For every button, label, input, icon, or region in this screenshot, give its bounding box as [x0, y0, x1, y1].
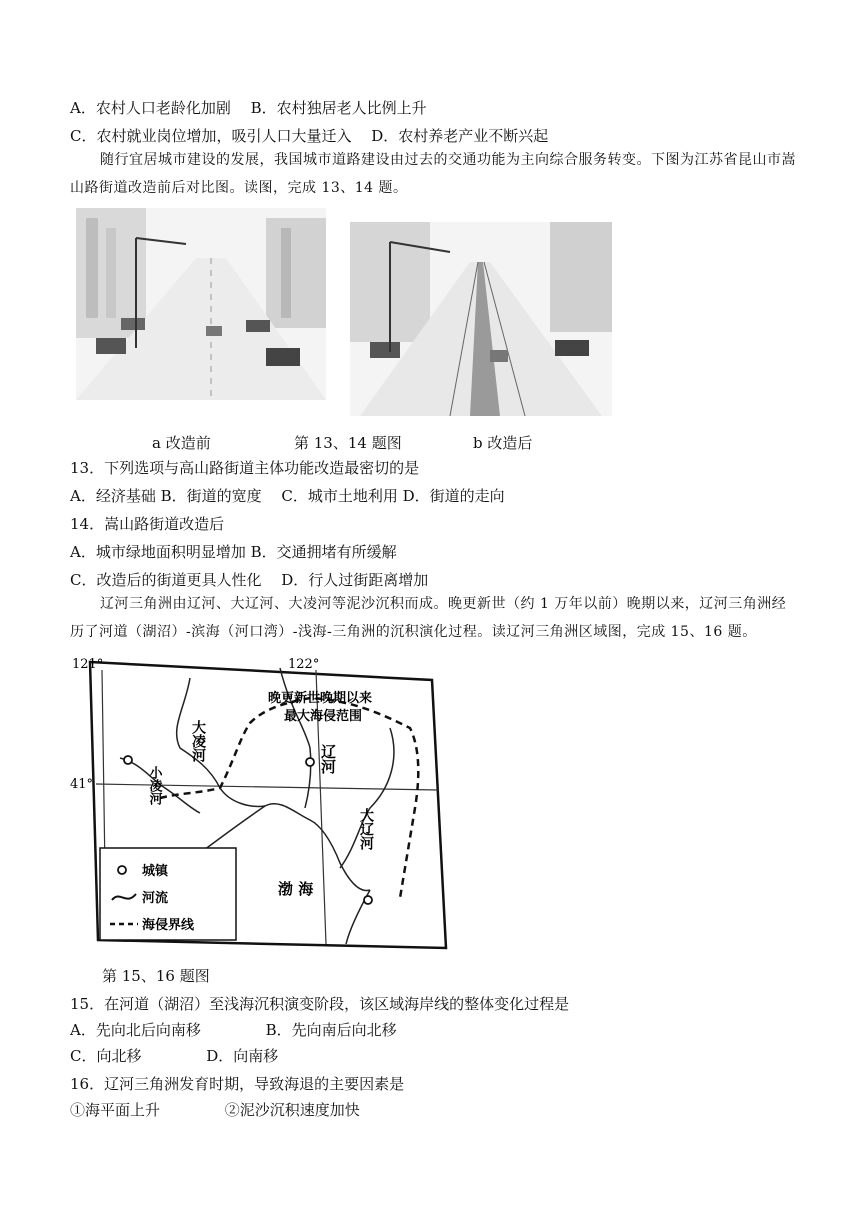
- intro-13-14: 随行宜居城市建设的发展，我国城市道路建设由过去的交通功能为主向综合服务转变。下图为江苏省昆山市嵩山路街道改造前后对比图。读图，完成 13、14 题。: [70, 152, 796, 196]
- street-before-photo: [76, 208, 326, 400]
- liaohe-delta-map: [70, 648, 460, 954]
- legend-town-label: 城镇: [142, 864, 169, 879]
- town-marker-2: [306, 758, 314, 766]
- q12-options-line-2: C．农村就业岗位增加，吸引人口大量迁入 D．农村养老产业不断兴起: [70, 127, 549, 145]
- q12-options-line-1: A．农村人口老龄化加剧 B．农村独居老人比例上升: [70, 99, 427, 117]
- q14-options-line-1: A．城市绿地面积明显增加 B．交通拥堵有所缓解: [70, 543, 397, 561]
- q15-options-line-2: C．向北移 D．向南移: [70, 1047, 279, 1065]
- q14-stem: 14．嵩山路街道改造后: [70, 515, 225, 533]
- label-boundary-1: 晚更新世晚期以来: [268, 691, 373, 706]
- q13-stem: 13．下列选项与高山路街道主体功能改造最密切的是: [70, 459, 420, 477]
- label-daling: 大凌河: [190, 720, 206, 762]
- q16-stem: 16．辽河三角洲发育时期，导致海退的主要因素是: [70, 1075, 405, 1093]
- figure-caption-b: b 改造后: [473, 434, 533, 452]
- legend-river-label: 河流: [142, 891, 169, 906]
- label-liao: 辽河: [319, 744, 337, 774]
- label-lat-41: 41°: [70, 777, 94, 792]
- label-lon-122: 122°: [288, 657, 320, 672]
- figure-caption-a: a 改造前: [152, 434, 211, 452]
- town-marker-3: [364, 896, 372, 904]
- label-boundary-2: 最大海侵范围: [284, 709, 363, 724]
- q16-items: ①海平面上升 ②泥沙沉积速度加快: [70, 1101, 360, 1119]
- legend-boundary-label: 海侵界线: [142, 918, 195, 933]
- label-lon-121: 121°: [72, 657, 104, 672]
- street-before-illustration: [76, 208, 326, 400]
- street-after-photo: [350, 222, 612, 416]
- q15-options-line-1: A．先向北后向南移 B．先向南后向北移: [70, 1021, 397, 1039]
- map-caption: 第 15、16 题图: [102, 967, 210, 985]
- label-daliao: 大辽河: [358, 808, 374, 850]
- figure-caption-title: 第 13、14 题图: [294, 434, 402, 452]
- q15-stem: 15．在河道（湖沼）至浅海沉积演变阶段，该区域海岸线的整体变化过程是: [70, 995, 570, 1013]
- intro-15-16: 辽河三角洲由辽河、大辽河、大凌河等泥沙沉积而成。晚更新世（约 1 万年以前）晚期以来，辽河三角洲经历了河道（湖沼）-滨海（河口湾）-浅海-三角洲的沉积演化过程。读辽河三角洲区域图，完成 15、16 题。: [70, 596, 787, 640]
- label-xiaoling: 小凌河: [146, 766, 162, 805]
- q14-options-line-2: C．改造后的街道更具人性化 D．行人过街距离增加: [70, 571, 429, 589]
- label-bohai: 渤 海: [278, 880, 314, 898]
- street-after-illustration: [350, 222, 612, 416]
- town-marker-1: [124, 756, 132, 764]
- q13-options: A．经济基础 B．街道的宽度 C．城市土地利用 D．街道的走向: [70, 487, 505, 505]
- legend-town-icon: [118, 866, 126, 874]
